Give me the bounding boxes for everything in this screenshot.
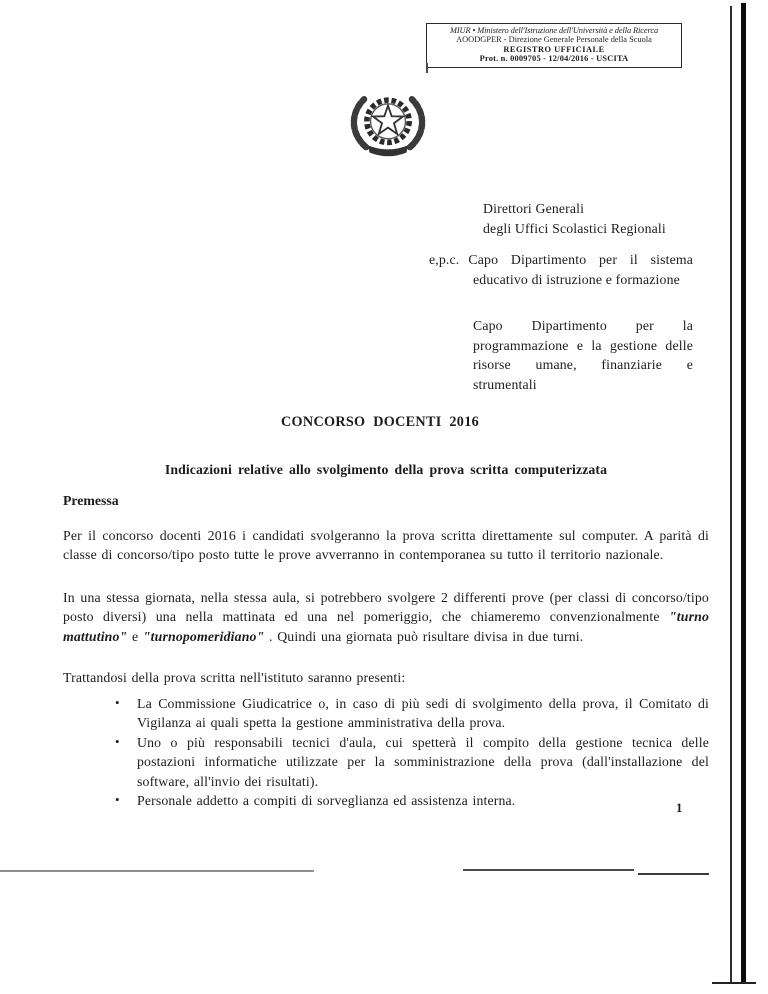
bullet-text: Uno o più responsabili tecnici d'aula, cui spetterà il compito della gestione tecnica delle postazioni informatiche utilizzate per la somministrazione della prova (dall'installazione del software, all'invio dei risultati). (137, 734, 709, 789)
bullet-icon: • (115, 733, 120, 749)
document-subtitle: Indicazioni relative allo svolgimento della prova scritta computerizzata (164, 462, 608, 477)
cc-recipient-block-2 (473, 316, 693, 394)
bottom-rule-middle (463, 869, 634, 871)
page-edge-foot-line (712, 982, 756, 984)
emphasis-turno-pomeridiano: "turnopomeridiano" (142, 628, 265, 644)
bullet-icon: • (115, 695, 120, 710)
italian-republic-emblem-icon (342, 86, 434, 164)
recipient-block (483, 199, 666, 238)
bottom-rule-left (0, 870, 314, 872)
bullet-item-personale-sorveglianza (115, 791, 709, 810)
page-edge-line-thick (741, 3, 746, 983)
bullet-item-commissione (115, 694, 709, 733)
stamp-office-line: AOODGPER - Direzione Generale Personale della Scuola (456, 35, 652, 45)
cc-recipient-text: Capo Dipartimento per il sistema educativo di istruzione e formazione (468, 252, 693, 287)
paragraph-premessa-1: Per il concorso docenti 2016 i candidati svolgeranno la prova scritta direttamente sul computer. A parità di classe di concorso/tipo posto tutte le prove avverranno in contemporanea su tutto il territorio nazionale. (63, 528, 709, 563)
stamp-ministry-line: MIUR • Ministero dell'Istruzione dell'Università e della Ricerca (449, 26, 659, 35)
stamp-protocol-number-line: Prot. n. 0009705 - 12/04/2016 - USCITA (479, 54, 629, 64)
cc-prefix: e,p.c. (429, 252, 460, 267)
stamp-box-tick-artifact (426, 63, 428, 73)
recipient-line: degli Uffici Scolastici Regionali (483, 220, 666, 236)
paragraph-presenti-intro: Trattandosi della prova scritta nell'istituto saranno presenti: (63, 670, 406, 685)
bullet-text: La Commissione Giudicatrice o, in caso di più sedi di svolgimento della prova, il Comitato di Vigilanza ai quali spetta la gestione amministrativa della prova. (137, 696, 709, 731)
recipient-line: Direttori Generali (483, 201, 585, 216)
cc-recipient-block-1 (429, 250, 693, 289)
paragraph-text: e (127, 628, 143, 644)
page-number: 1 (676, 801, 683, 815)
bullet-icon: • (115, 792, 120, 808)
bottom-rule-right (638, 873, 709, 875)
paragraph-text: In una stessa giornata, nella stessa aula, si potrebbero svolgere 2 differenti prove (per classi di concorso/tipo posto diversi) una nella mattinata ed una nel pomeriggio, che chiameremo convenzionalmente (63, 590, 709, 625)
bullet-text: Personale addetto a compiti di sorveglianza ed assistenza interna. (137, 793, 516, 809)
stamp-register-line: REGISTRO UFFICIALE (503, 44, 605, 54)
protocol-stamp-box (426, 23, 682, 68)
cc-recipient-text: Capo Dipartimento per la programmazione e la gestione delle risorse umane, finanziarie e strumentali (473, 318, 693, 392)
document-title: CONCORSO DOCENTI 2016 (281, 414, 479, 430)
page-edge-line-thin (730, 6, 732, 983)
emphasis-turno-mattutino: "turno mattutino" (63, 609, 709, 644)
paragraph-text: . Quindi una giornata può risultare divisa in due turni. (264, 628, 584, 644)
bullet-item-responsabili-tecnici (115, 733, 709, 791)
paragraph-turni (63, 588, 709, 646)
section-heading-premessa: Premessa (63, 493, 119, 508)
bullet-list (115, 694, 709, 810)
